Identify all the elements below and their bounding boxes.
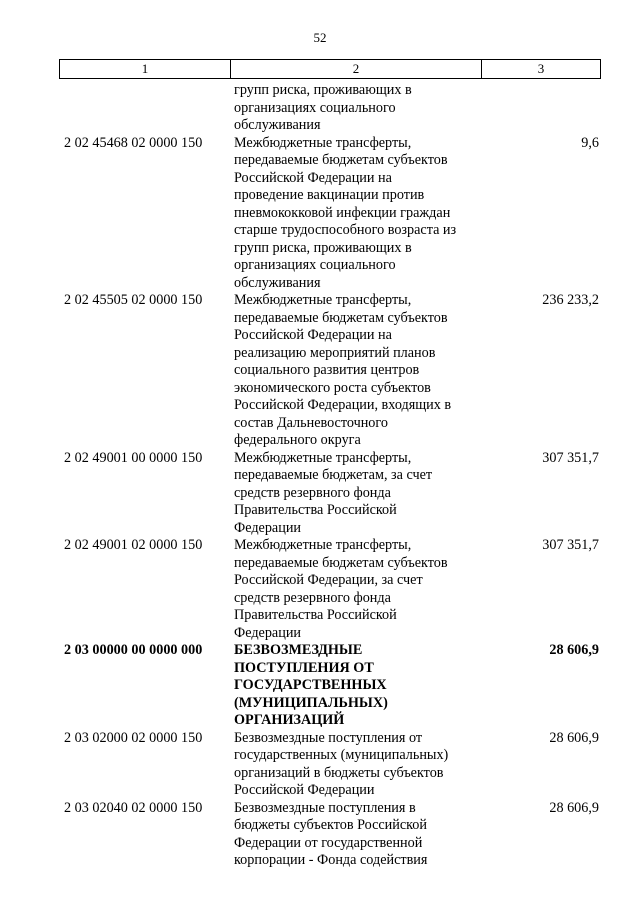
row-description bbox=[234, 82, 478, 135]
row-code: 2 02 49001 00 0000 150 bbox=[64, 449, 203, 466]
page-number: 52 bbox=[313, 30, 327, 45]
row-amount: 307 351,7 bbox=[542, 449, 599, 466]
description-line: Федерации bbox=[234, 624, 302, 641]
description-line: ОРГАНИЗАЦИЙ bbox=[234, 712, 345, 728]
description-line: Российской Федерации на bbox=[234, 327, 392, 343]
description-line: групп риска, проживающих в bbox=[234, 239, 412, 256]
column-header-3: 3 bbox=[537, 61, 545, 76]
description-line: Российской Федерации, входящих в bbox=[234, 397, 452, 413]
table-body bbox=[0, 82, 640, 870]
description-line: корпорации - Фонда содействия bbox=[234, 852, 428, 868]
table-row bbox=[0, 800, 640, 870]
column-header-1: 1 bbox=[60, 60, 231, 78]
table-row bbox=[0, 450, 640, 538]
row-code: 2 02 45505 02 0000 150 bbox=[64, 292, 203, 308]
row-description bbox=[234, 537, 478, 642]
description-line: Федерации от государственной bbox=[234, 834, 423, 851]
description-line: Федерации bbox=[234, 519, 302, 536]
row-amount: 9,6 bbox=[581, 134, 599, 151]
description-line: Правительства Российской bbox=[234, 607, 397, 623]
description-line: Межбюджетные трансферты, bbox=[234, 134, 412, 151]
row-amount: 28 606,9 bbox=[549, 729, 599, 746]
description-line: передаваемые бюджетам субъектов bbox=[234, 554, 448, 571]
description-line: передаваемые бюджетам субъектов bbox=[234, 152, 448, 168]
description-line: состав Дальневосточного bbox=[234, 414, 388, 431]
description-line: ГОСУДАРСТВЕННЫХ bbox=[234, 677, 387, 693]
description-line: Безвозмездные поступления от bbox=[234, 729, 423, 746]
table-column-header bbox=[59, 59, 601, 79]
description-line: передаваемые бюджетам субъектов bbox=[234, 309, 448, 326]
table-row bbox=[0, 537, 640, 642]
description-line: передаваемые бюджетам, за счет bbox=[234, 467, 433, 483]
description-line: (МУНИЦИПАЛЬНЫХ) bbox=[234, 694, 388, 711]
description-line: организациях социального bbox=[234, 257, 396, 273]
description-line: групп риска, проживающих в bbox=[234, 82, 412, 98]
table-row bbox=[0, 82, 640, 135]
row-description bbox=[234, 292, 478, 450]
description-line: ПОСТУПЛЕНИЯ ОТ bbox=[234, 659, 374, 676]
description-line: обслуживания bbox=[234, 117, 321, 133]
description-line: организаций в бюджеты субъектов bbox=[234, 764, 444, 781]
description-line: Межбюджетные трансферты, bbox=[234, 449, 412, 466]
column-header-2: 2 bbox=[231, 60, 482, 78]
row-amount: 307 351,7 bbox=[542, 537, 599, 553]
description-line: социального развития центров bbox=[234, 362, 420, 378]
row-description bbox=[234, 800, 478, 870]
description-line: проведение вакцинации против bbox=[234, 187, 425, 203]
row-amount: 28 606,9 bbox=[549, 642, 599, 658]
row-description bbox=[234, 135, 478, 293]
table-row bbox=[0, 730, 640, 800]
row-code: 2 03 00000 00 0000 000 bbox=[64, 642, 203, 658]
description-line: Российской Федерации bbox=[234, 782, 375, 798]
row-description bbox=[234, 450, 478, 538]
description-line: организациях социального bbox=[234, 99, 396, 116]
row-amount: 236 233,2 bbox=[542, 292, 599, 308]
description-line: пневмококковой инфекции граждан bbox=[234, 204, 451, 221]
description-line: старше трудоспособного возраста из bbox=[234, 222, 457, 238]
table-row bbox=[0, 135, 640, 293]
description-line: реализацию мероприятий планов bbox=[234, 344, 436, 361]
description-line: обслуживания bbox=[234, 274, 321, 291]
description-line: Межбюджетные трансферты, bbox=[234, 537, 412, 553]
description-line: Безвозмездные поступления в bbox=[234, 799, 416, 816]
table-row bbox=[0, 292, 640, 450]
description-line: средств резервного фонда bbox=[234, 484, 391, 501]
row-description bbox=[234, 642, 478, 730]
description-line: БЕЗВОЗМЕЗДНЫЕ bbox=[234, 642, 363, 658]
description-line: Правительства Российской bbox=[234, 502, 397, 518]
description-line: государственных (муниципальных) bbox=[234, 747, 449, 763]
row-code: 2 02 49001 02 0000 150 bbox=[64, 537, 203, 553]
description-line: бюджеты субъектов Российской bbox=[234, 817, 427, 833]
row-code: 2 02 45468 02 0000 150 bbox=[64, 134, 203, 151]
description-line: экономического роста субъектов bbox=[234, 379, 431, 396]
row-amount: 28 606,9 bbox=[549, 799, 599, 816]
row-code: 2 03 02000 02 0000 150 bbox=[64, 729, 203, 746]
description-line: Российской Федерации на bbox=[234, 169, 392, 186]
description-line: средств резервного фонда bbox=[234, 589, 391, 606]
row-description bbox=[234, 730, 478, 800]
description-line: Межбюджетные трансферты, bbox=[234, 292, 412, 308]
description-line: Российской Федерации, за счет bbox=[234, 572, 423, 588]
description-line: федерального округа bbox=[234, 432, 361, 448]
table-row bbox=[0, 642, 640, 730]
row-code: 2 03 02040 02 0000 150 bbox=[64, 799, 203, 816]
